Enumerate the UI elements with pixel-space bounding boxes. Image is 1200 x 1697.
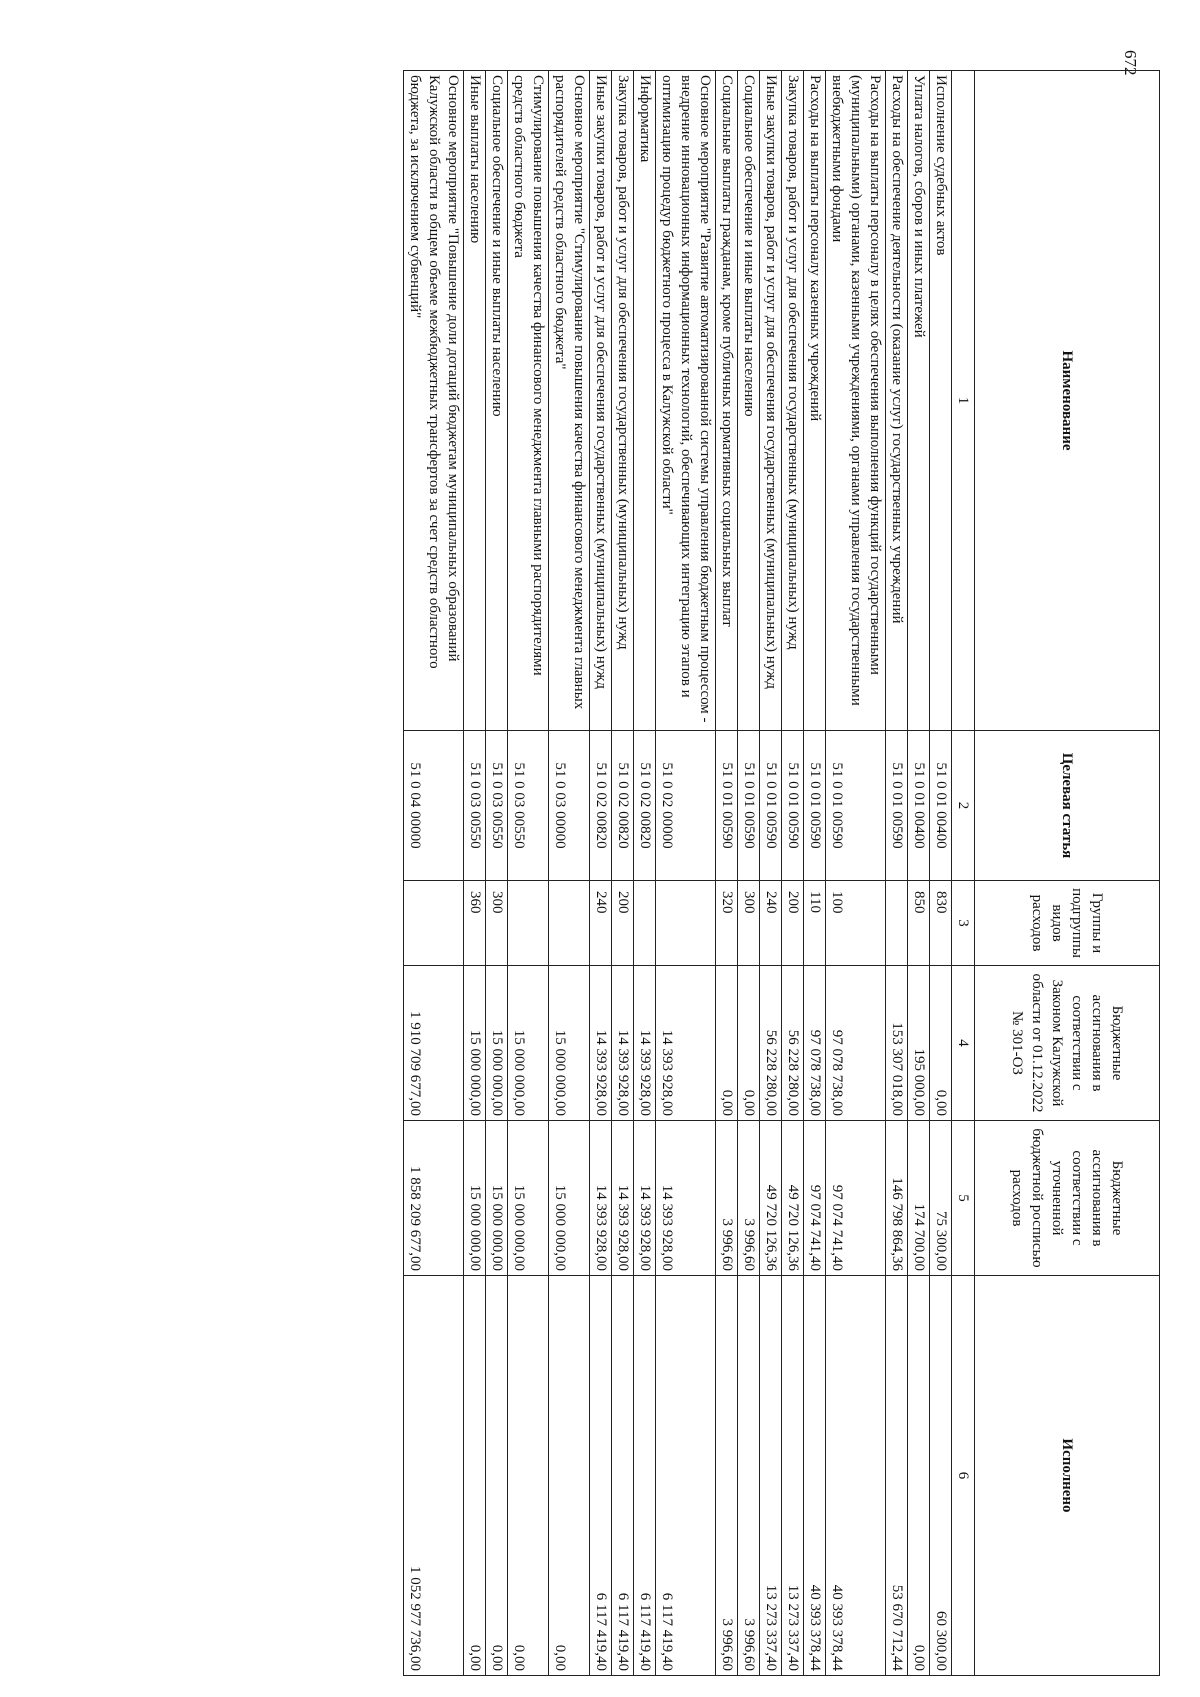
row-target-article: 51 0 01 00590 (760, 731, 782, 881)
row-expense-group: 240 (590, 881, 612, 966)
row-target-article: 51 0 04 00000 (404, 731, 464, 881)
table-row (404, 71, 464, 1676)
row-specified-amount: 1 858 209 677,00 (404, 1121, 464, 1276)
row-specified-amount: 174 700,00 (908, 1121, 930, 1276)
table-row (782, 71, 804, 1676)
table-row (612, 71, 634, 1676)
table-row (826, 71, 886, 1676)
row-executed-amount: 13 273 337,40 (760, 1276, 782, 1676)
row-expense-group (656, 881, 716, 966)
row-law-amount: 56 228 280,00 (782, 966, 804, 1121)
row-target-article: 51 0 01 00400 (908, 731, 930, 881)
budget-table (403, 70, 1160, 1676)
row-target-article: 51 0 03 00000 (549, 731, 590, 881)
table-row (549, 71, 590, 1676)
header-expense-groups: Группы и подгруппы видов расходов (975, 881, 1160, 966)
row-specified-amount: 14 393 928,00 (612, 1121, 634, 1276)
row-executed-amount: 6 117 419,40 (612, 1276, 634, 1676)
row-specified-amount: 14 393 928,00 (590, 1121, 612, 1276)
table-row (508, 71, 549, 1676)
row-law-amount: 195 000,00 (908, 966, 930, 1121)
row-law-amount: 15 000 000,00 (508, 966, 549, 1121)
column-numbers-row (952, 71, 975, 1676)
table-row (886, 71, 908, 1676)
col-number: 6 (952, 1276, 975, 1676)
row-law-amount: 0,00 (738, 966, 760, 1121)
header-law-allocations: Бюджетные ассигнования в соответствии с Законом Калужской области от 01.12.2022 № 301-ОЗ (975, 966, 1160, 1121)
row-specified-amount: 97 074 741,40 (826, 1121, 886, 1276)
row-law-amount: 56 228 280,00 (760, 966, 782, 1121)
row-expense-group (634, 881, 656, 966)
row-expense-group: 320 (716, 881, 738, 966)
row-law-amount: 153 307 018,00 (886, 966, 908, 1121)
row-name: Социальное обеспечение и иные выплаты населению (486, 71, 508, 731)
row-target-article: 51 0 02 00820 (612, 731, 634, 881)
row-specified-amount: 97 074 741,40 (804, 1121, 826, 1276)
row-expense-group (508, 881, 549, 966)
row-specified-amount: 3 996,60 (738, 1121, 760, 1276)
row-expense-group: 300 (738, 881, 760, 966)
row-specified-amount: 15 000 000,00 (508, 1121, 549, 1276)
row-law-amount: 15 000 000,00 (464, 966, 486, 1121)
row-expense-group: 300 (486, 881, 508, 966)
row-law-amount: 14 393 928,00 (612, 966, 634, 1121)
row-expense-group: 830 (930, 881, 952, 966)
row-law-amount: 14 393 928,00 (656, 966, 716, 1121)
header-name: Наименование (975, 71, 1160, 731)
row-name: Стимулирование повышения качества финансового менеджмента главными распорядителями средств областного бюджета (508, 71, 549, 731)
row-law-amount: 14 393 928,00 (634, 966, 656, 1121)
row-executed-amount: 6 117 419,40 (634, 1276, 656, 1676)
row-law-amount: 0,00 (716, 966, 738, 1121)
row-specified-amount: 15 000 000,00 (486, 1121, 508, 1276)
table-body (404, 71, 952, 1676)
row-executed-amount: 0,00 (908, 1276, 930, 1676)
row-law-amount: 15 000 000,00 (486, 966, 508, 1121)
row-name: Социальное обеспечение и иные выплаты населению (738, 71, 760, 731)
row-target-article: 51 0 01 00400 (930, 731, 952, 881)
row-executed-amount: 6 117 419,40 (656, 1276, 716, 1676)
row-expense-group: 110 (804, 881, 826, 966)
row-law-amount: 1 910 709 677,00 (404, 966, 464, 1121)
col-number: 5 (952, 1121, 975, 1276)
table-row (930, 71, 952, 1676)
col-number: 3 (952, 881, 975, 966)
row-executed-amount: 53 670 712,44 (886, 1276, 908, 1676)
row-name: Расходы на обеспечение деятельности (оказание услуг) государственных учреждений (886, 71, 908, 731)
row-executed-amount: 60 300,00 (930, 1276, 952, 1676)
header-target-article: Целевая статья (975, 731, 1160, 881)
row-target-article: 51 0 03 00550 (508, 731, 549, 881)
row-specified-amount: 75 300,00 (930, 1121, 952, 1276)
row-name: Закупка товаров, работ и услуг для обеспечения государственных (муниципальных) нужд (612, 71, 634, 731)
row-expense-group: 200 (782, 881, 804, 966)
header-specified-allocations: Бюджетные ассигнования в соответствии с уточненной бюджетной росписью расходов (975, 1121, 1160, 1276)
row-expense-group (886, 881, 908, 966)
row-specified-amount: 14 393 928,00 (634, 1121, 656, 1276)
row-executed-amount: 0,00 (549, 1276, 590, 1676)
row-name: Закупка товаров, работ и услуг для обеспечения государственных (муниципальных) нужд (782, 71, 804, 731)
row-target-article: 51 0 03 00550 (464, 731, 486, 881)
row-target-article: 51 0 01 00590 (826, 731, 886, 881)
header-executed: Исполнено (975, 1276, 1160, 1676)
row-name: Основное мероприятие "Развитие автоматизированной системы управления бюджетным процессом - внедрение инновационных информационных технологий, обеспечивающих интеграцию этапов и оптимизацию процедур бюджетного процесса в Калужской области" (656, 71, 716, 731)
row-target-article: 51 0 01 00590 (738, 731, 760, 881)
row-executed-amount: 13 273 337,40 (782, 1276, 804, 1676)
row-expense-group: 360 (464, 881, 486, 966)
row-target-article: 51 0 01 00590 (804, 731, 826, 881)
row-specified-amount: 15 000 000,00 (464, 1121, 486, 1276)
row-executed-amount: 3 996,60 (716, 1276, 738, 1676)
row-specified-amount: 3 996,60 (716, 1121, 738, 1276)
row-target-article: 51 0 03 00550 (486, 731, 508, 881)
table-row (590, 71, 612, 1676)
rotated-page (70, 70, 1160, 1675)
table-row (908, 71, 930, 1676)
row-law-amount: 97 078 738,00 (826, 966, 886, 1121)
row-target-article: 51 0 02 00000 (656, 731, 716, 881)
row-executed-amount: 40 393 378,44 (804, 1276, 826, 1676)
row-target-article: 51 0 02 00820 (634, 731, 656, 881)
row-target-article: 51 0 01 00590 (716, 731, 738, 881)
row-executed-amount: 40 393 378,44 (826, 1276, 886, 1676)
table-row (804, 71, 826, 1676)
row-specified-amount: 146 798 864,36 (886, 1121, 908, 1276)
table-row (656, 71, 716, 1676)
row-expense-group: 100 (826, 881, 886, 966)
row-expense-group: 850 (908, 881, 930, 966)
row-name: Иные выплаты населению (464, 71, 486, 731)
row-executed-amount: 0,00 (464, 1276, 486, 1676)
row-name: Иные закупки товаров, работ и услуг для обеспечения государственных (муниципальных) нужд (760, 71, 782, 731)
row-expense-group: 200 (612, 881, 634, 966)
table-row (486, 71, 508, 1676)
row-law-amount: 0,00 (930, 966, 952, 1121)
row-name: Исполнение судебных актов (930, 71, 952, 731)
row-executed-amount: 6 117 419,40 (590, 1276, 612, 1676)
row-executed-amount: 0,00 (486, 1276, 508, 1676)
row-target-article: 51 0 01 00590 (782, 731, 804, 881)
row-executed-amount: 0,00 (508, 1276, 549, 1676)
col-number: 2 (952, 731, 975, 881)
table-row (464, 71, 486, 1676)
row-name: Основное мероприятие "Повышение доли дотаций бюджетам муниципальных образований Калужской области в общем объеме межбюджетных трансфертов за счет средств областного бюджета, за исключением субвенций" (404, 71, 464, 731)
row-specified-amount: 49 720 126,36 (760, 1121, 782, 1276)
row-expense-group (549, 881, 590, 966)
row-name: Социальные выплаты гражданам, кроме публичных нормативных социальных выплат (716, 71, 738, 731)
row-specified-amount: 15 000 000,00 (549, 1121, 590, 1276)
table-row (738, 71, 760, 1676)
row-name: Расходы на выплаты персоналу в целях обеспечения выполнения функций государственными (муниципальными) органами, казенными учреждениями, органами управления государственными внебюджетными фондами (826, 71, 886, 731)
row-expense-group: 240 (760, 881, 782, 966)
row-name: Информатика (634, 71, 656, 731)
page-number: 672 (1121, 50, 1140, 76)
row-law-amount: 14 393 928,00 (590, 966, 612, 1121)
row-name: Основное мероприятие "Стимулирование повышения качества финансового менеджмента главных распорядителей средств областного бюджета" (549, 71, 590, 731)
row-executed-amount: 3 996,60 (738, 1276, 760, 1676)
table-row (634, 71, 656, 1676)
row-expense-group (404, 881, 464, 966)
row-law-amount: 97 078 738,00 (804, 966, 826, 1121)
row-target-article: 51 0 02 00820 (590, 731, 612, 881)
col-number: 4 (952, 966, 975, 1121)
table-row (760, 71, 782, 1676)
row-target-article: 51 0 01 00590 (886, 731, 908, 881)
row-name: Уплата налогов, сборов и иных платежей (908, 71, 930, 731)
table-row (716, 71, 738, 1676)
row-specified-amount: 49 720 126,36 (782, 1121, 804, 1276)
row-executed-amount: 1 052 977 736,00 (404, 1276, 464, 1676)
row-name: Иные закупки товаров, работ и услуг для обеспечения государственных (муниципальных) нужд (590, 71, 612, 731)
row-law-amount: 15 000 000,00 (549, 966, 590, 1121)
row-name: Расходы на выплаты персоналу казенных учреждений (804, 71, 826, 731)
row-specified-amount: 14 393 928,00 (656, 1121, 716, 1276)
col-number: 1 (952, 71, 975, 731)
